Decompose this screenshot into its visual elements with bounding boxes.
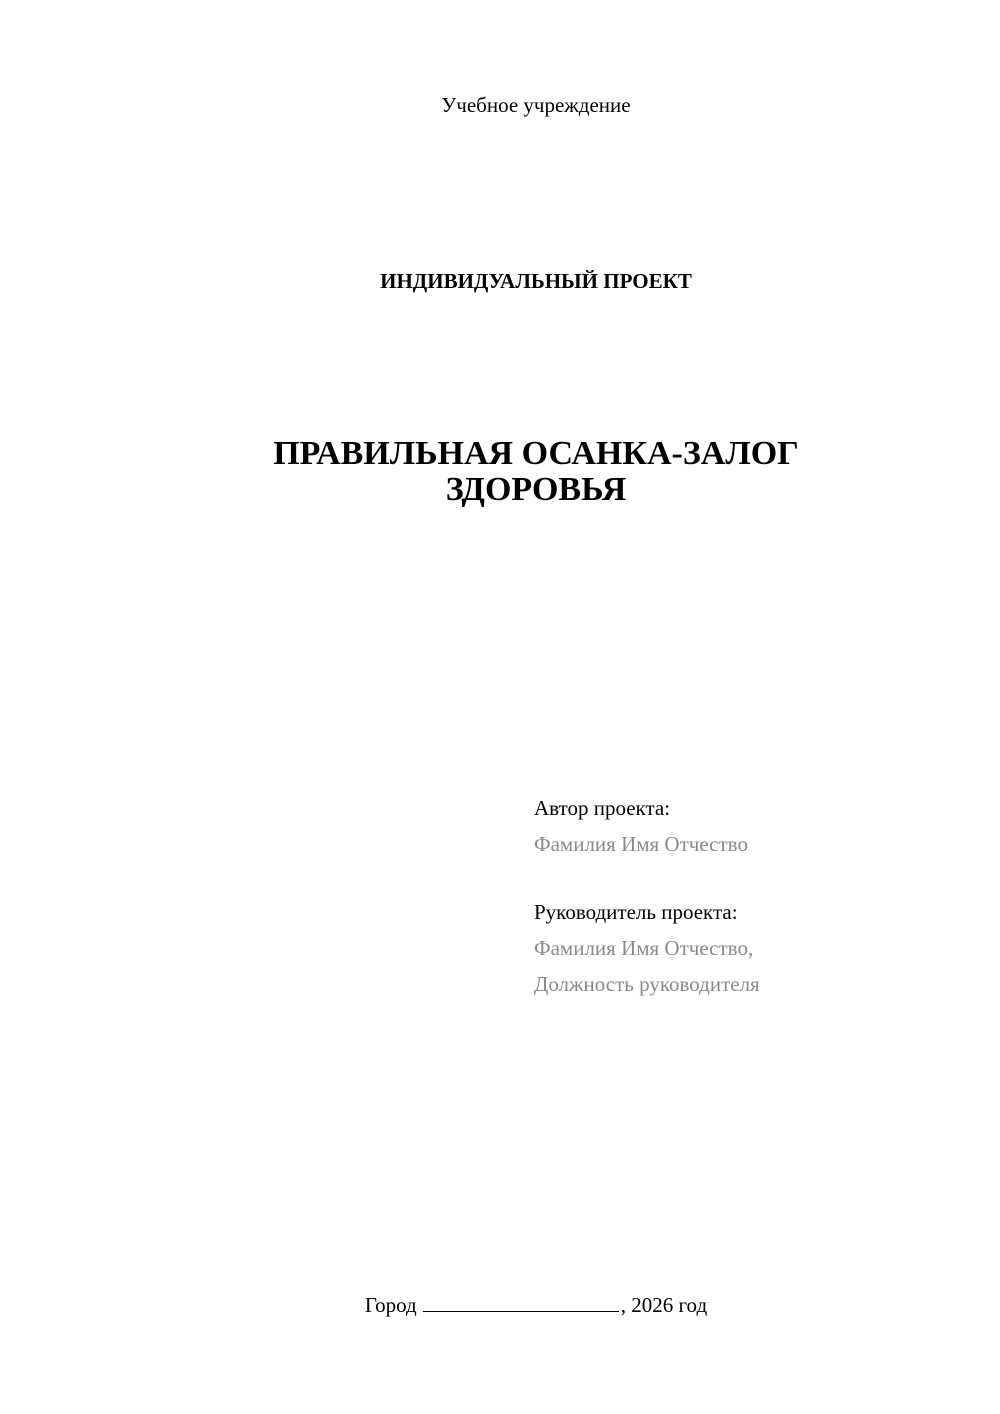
city-label: Город <box>364 1293 417 1317</box>
year-text: , 2026 год <box>620 1293 708 1317</box>
project-title-line-2: ЗДОРОВЬЯ <box>445 471 627 508</box>
institution-name: Учебное учреждение <box>441 93 631 117</box>
city-year-line <box>0 1291 1000 1319</box>
project-title <box>0 436 1000 508</box>
authors-block <box>534 790 974 1002</box>
author-name: Фамилия Имя Отчество <box>534 832 748 856</box>
project-title-line-1: ПРАВИЛЬНАЯ ОСАНКА-ЗАЛОГ <box>273 435 799 472</box>
authors-spacer <box>534 862 974 894</box>
project-type-heading: ИНДИВИДУАЛЬНЫЙ ПРОЕКТ <box>380 269 692 293</box>
author-label: Автор проекта: <box>534 796 671 820</box>
supervisor-label: Руководитель проекта: <box>534 900 738 924</box>
supervisor-name: Фамилия Имя Отчество, <box>534 936 754 960</box>
supervisor-position: Должность руководителя <box>534 972 760 996</box>
city-blank-line <box>423 1291 619 1312</box>
